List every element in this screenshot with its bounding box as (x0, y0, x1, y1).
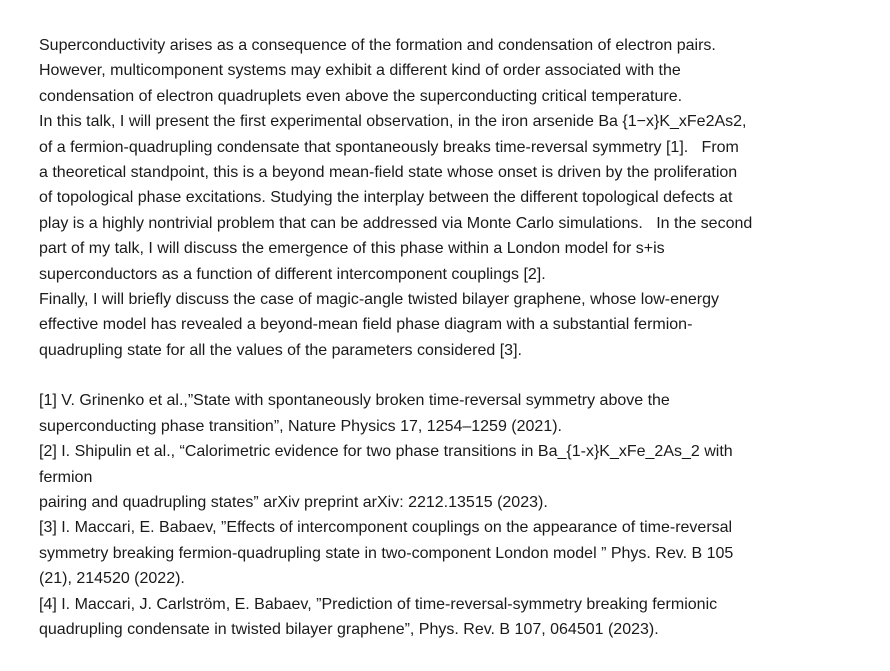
reference-line: [2] I. Shipulin et al., “Calorimetric evidence for two phase transitions in Ba_{1-x}K_xFe_2As_2 with (39, 443, 733, 461)
abstract-line: of a fermion-quadrupling condensate that spontaneously breaks time-reversal symmetry [1]. From (39, 138, 739, 156)
abstract-line: Finally, I will briefly discuss the case of magic-angle twisted bilayer graphene, whose low-energy (39, 290, 720, 308)
abstract-line: quadrupling state for all the values of the parameters considered [3]. (39, 341, 522, 359)
reference-line: [4] I. Maccari, J. Carlström, E. Babaev, ”Prediction of time-reversal-symmetry breaking fermionic (39, 595, 718, 613)
reference-line: (21), 214520 (2022). (39, 570, 185, 588)
abstract-line: condensation of electron quadruplets even above the superconducting critical temperature. (39, 87, 683, 105)
abstract-line: In this talk, I will present the first experimental observation, in the iron arsenide Ba {1−x}K_xFe2As2, (39, 113, 747, 131)
reference-line: [1] V. Grinenko et al.,”State with spontaneously broken time-reversal symmetry above the (39, 392, 670, 410)
abstract-line: effective model has revealed a beyond-mean field phase diagram with a substantial fermion- (39, 316, 693, 334)
abstract-line: However, multicomponent systems may exhibit a different kind of order associated with the (39, 62, 681, 80)
reference-item-1 (39, 388, 879, 439)
paragraph-spacer (39, 363, 879, 388)
document-body (39, 33, 879, 642)
reference-line: superconducting phase transition”, Nature Physics 17, 1254–1259 (2021). (39, 417, 562, 435)
reference-list (39, 388, 879, 642)
reference-line: quadrupling condensate in twisted bilayer graphene”, Phys. Rev. B 107, 064501 (2023). (39, 620, 659, 638)
reference-line: symmetry breaking fermion-quadrupling state in two-component London model ” Phys. Rev. B 105 (39, 544, 734, 562)
abstract-line: part of my talk, I will discuss the emergence of this phase within a London model for s+is (39, 240, 665, 258)
abstract-line: superconductors as a function of different intercomponent couplings [2]. (39, 265, 546, 283)
reference-line: pairing and quadrupling states” arXiv preprint arXiv: 2212.13515 (2023). (39, 494, 548, 512)
reference-item-4 (39, 592, 879, 643)
reference-item-2 (39, 439, 879, 515)
abstract-line: a theoretical standpoint, this is a beyond mean-field state whose onset is driven by the proliferation (39, 163, 738, 181)
reference-line: [3] I. Maccari, E. Babaev, ”Effects of intercomponent couplings on the appearance of time-reversal (39, 519, 733, 537)
abstract-line: Superconductivity arises as a consequence of the formation and condensation of electron pairs. (39, 37, 716, 54)
reference-item-3 (39, 515, 879, 591)
abstract-line: play is a highly nontrivial problem that can be addressed via Monte Carlo simulations. In the second (39, 214, 753, 232)
abstract-paragraph (39, 33, 879, 363)
abstract-line: of topological phase excitations. Studying the interplay between the different topological defects at (39, 189, 733, 207)
reference-line: fermion (39, 468, 93, 486)
